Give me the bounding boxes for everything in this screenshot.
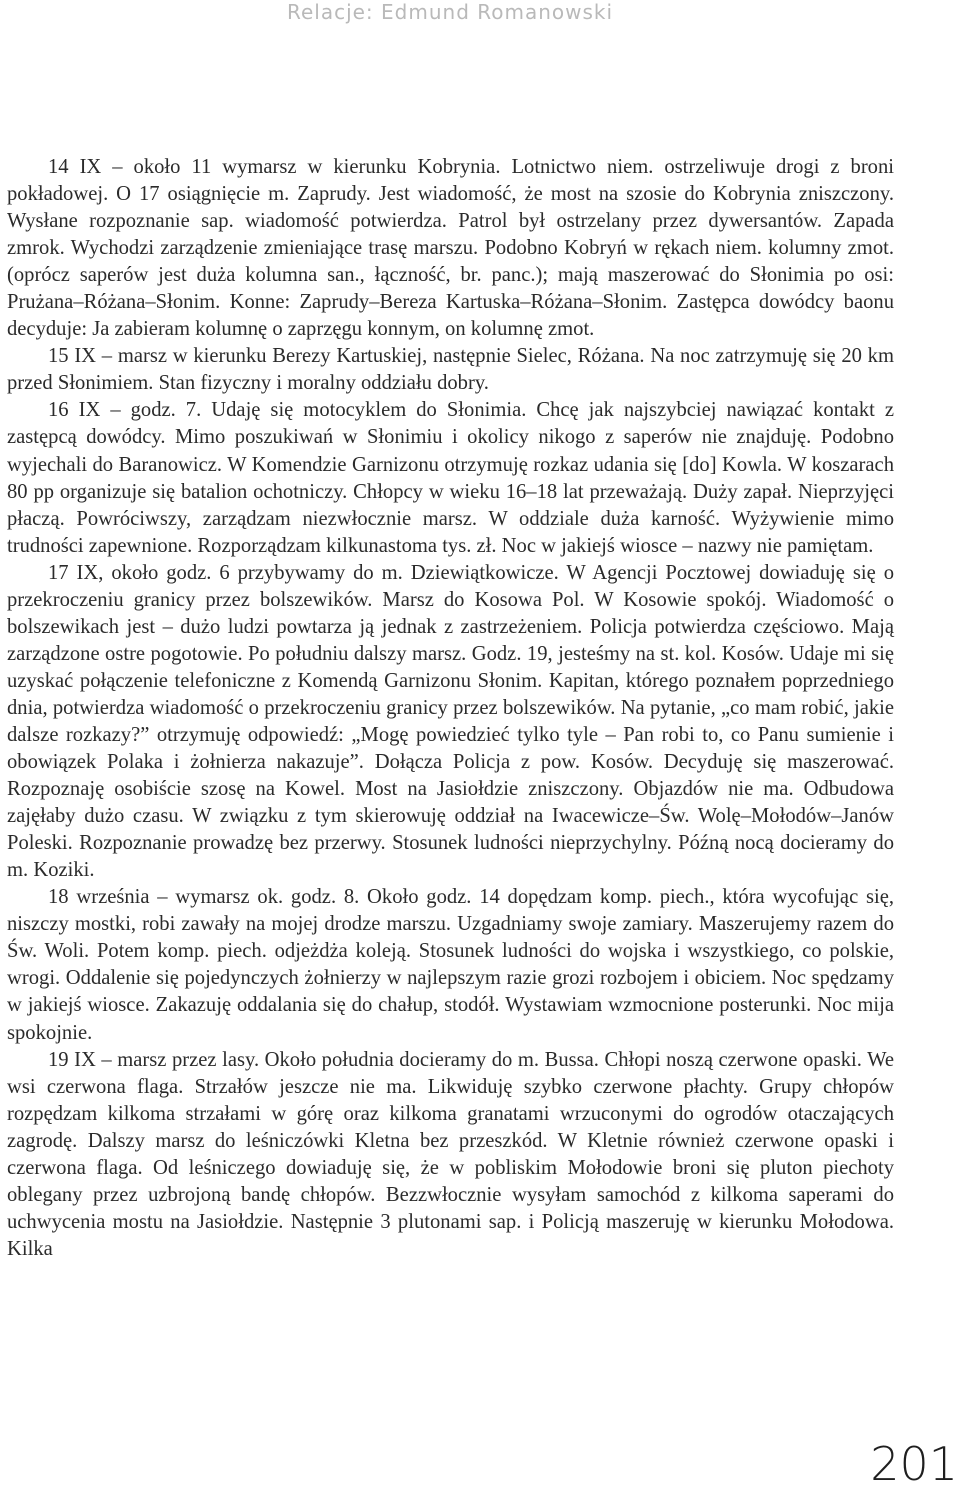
running-header: Relacje: Edmund Romanowski: [286, 0, 614, 24]
page-body: [7, 154, 894, 1263]
paragraph-17-ix: 17 IX, około godz. 6 przybywamy do m. Dziewiątkowicze. W Agencji Pocztowej dowiaduję się o przekroczeniu granicy przez bolszewików. Marsz do Kosowa Pol. W Kosowie spokój. Wiadomość o bolszewikach jest – dużo ludzi powtarza ją jednak z zastrzeżeniem. Policja potwierdza częściowo. Mają zarządzone ostre pogotowie. Po południu dalszy marsz. Godz. 19, jesteśmy na st. kol. Kosów. Udaje mi się uzyskać połączenie telefoniczne z Komendą Garnizonu Słonim. Kapitan, którego poznałem poprzedniego dnia, potwierdza wiadomość o przekroczeniu granicy przez bolszewików. Na pytanie, „co mam robić, jakie dalsze rozkazy?” otrzymuję odpowiedź: „Mogę powiedzieć tylko tyle – Pan robi to, co Panu sumienie i obowiązek Polaka i żołnierza nakazuje”. Dołącza Policja z pow. Kosów. Decyduję się maszerować. Rozpoznaję osobiście szosę na Kowel. Most na Jasiołdzie zniszczony. Objazdów nie ma. Odbudowa zajęłaby dużo czasu. W związku z tym skierowuję oddział na Iwacewicze–Św. Wolę–Mołodów–Janów Poleski. Rozpoznanie prowadzę bez przerwy. Stosunek ludności nieprzychylny. Późną nocą docieramy do m. Koziki.: [7, 561, 894, 882]
paragraph-18-ix: 18 września – wymarsz ok. godz. 8. Około godz. 14 dopędzam komp. piech., która wycofując się, niszczy mostki, robi zawały na mojej drodze marszu. Uzgadniamy swoje zamiary. Maszerujemy razem do Św. Woli. Potem komp. piech. odjeżdża koleją. Stosunek ludności do wojska i wszystkiego, co polskie, wrogi. Oddalenie się pojedynczych żołnierzy w najlepszym razie grozi rozbojem i obiciem. Noc spędzamy w jakiejś wiosce. Zakazuję oddalania się do chałup, stodół. Wystawiam wzmocnione posterunki. Noc mija spokojnie.: [7, 886, 894, 1044]
paragraph-15-ix: 15 IX – marsz w kierunku Berezy Kartuskiej, następnie Sielec, Różana. Na noc zatrzymuję się 20 km przed Słonimiem. Stan fizyczny i moralny oddziału dobry.: [7, 345, 894, 395]
paragraph-16-ix: 16 IX – godz. 7. Udaję się motocyklem do Słonimia. Chcę jak najszybciej nawiązać kontakt z zastępcą dowódcy. Mimo poszukiwań w Słonimiu i okolicy nikogo z saperów nie znajduję. Podobno wyjechali do Baranowicz. W Komendzie Garnizonu otrzymuję rozkaz udania się [do] Kowla. W koszarach 80 pp organizuje się batalion ochotniczy. Chłopcy w wieku 16–18 lat przeważają. Duży zapał. Nieprzyjęci płaczą. Powróciwszy, zarządzam niezwłocznie marsz. W oddziale duża karność. Wyżywienie mimo trudności zapewnione. Rozporządzam kilkunastoma tys. zł. Noc w jakiejś wiosce – nazwy nie pamiętam.: [7, 399, 894, 557]
page-number: 201: [870, 1437, 958, 1491]
paragraph-19-ix: 19 IX – marsz przez lasy. Około południa docieramy do m. Bussa. Chłopi noszą czerwone opaski. We wsi czerwona flaga. Strzałów jeszcze nie ma. Likwiduję szybko czerwone płachty. Grupy chłopów rozpędzam kilkoma strzałami w górę oraz kilkoma granatami wrzuconymi do ogrodów otaczających zagrodę. Dalszy marsz do leśniczówki Kletna bez przeszkód. W Kletnie również czerwone opaski i czerwona flaga. Od leśniczego dowiaduję się, że w pobliskim Mołodowie broni się pluton piechoty oblegany przez uzbrojoną bandę chłopów. Bezzwłocznie wysyłam samochód z kilkoma saperami do uchwycenia mostu na Jasiołdzie. Następnie 3 plutonami sap. i Policją maszeruję w kierunku Mołodowa. Kilka: [7, 1048, 894, 1260]
paragraph-14-ix: 14 IX – około 11 wymarsz w kierunku Kobrynia. Lotnictwo niem. ostrzeliwuje drogi z broni pokładowej. O 17 osiągnięcie m. Zaprudy. Jest wiadomość, że most na szosie do Kobrynia zniszczony. Wysłane rozpoznanie sap. wiadomość potwierdza. Patrol był ostrzelany przez dywersantów. Zapada zmrok. Wychodzi zarządzenie zmieniające trasę marszu. Podobno Kobryń w rękach niem. kolumny zmot. (oprócz saperów jest duża kolumna san., łączność, br. panc.); mają maszerować do Słonimia po osi: Prużana–Różana–Słonim. Konne: Zaprudy–Bereza Kartuska–Różana–Słonim. Zastępca dowódcy baonu decyduje: Ja zabieram kolumnę o zaprzęgu konnym, on kolumnę zmot.: [7, 156, 894, 341]
